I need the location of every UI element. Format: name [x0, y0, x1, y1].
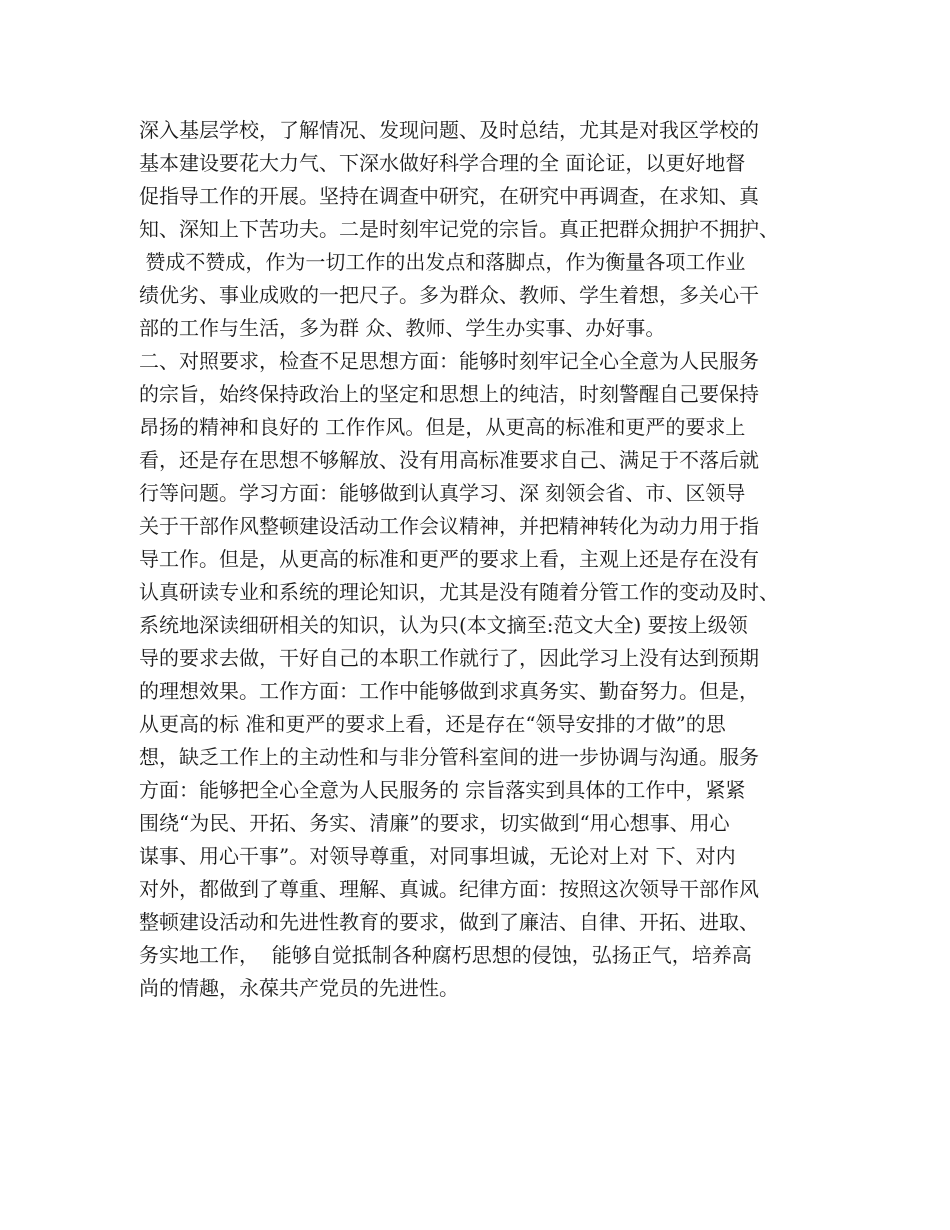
text-line: 知、深知上下苦功夫。二是时刻牢记党的宗旨。真正把群众拥护不拥护、	[139, 217, 779, 241]
text-line: 对外，都做到了尊重、理解、真诚。纪律方面：按照这次领导干部作风	[139, 877, 759, 901]
text-line: 导的要求去做，干好自己的本职工作就行了，因此学习上没有达到预期	[139, 646, 759, 670]
text-line: 谋事、用心干事”。对领导尊重，对同事坦诚，无论对上对 下、对内	[139, 844, 736, 868]
text-line: 围绕“为民、开拓、务实、清廉”的要求，切实做到“用心想事、用心	[139, 811, 730, 835]
text-line: 促指导工作的开展。坚持在调查中研究，在研究中再调查，在求知、真	[139, 184, 759, 208]
text-line: 尚的情趣，永葆共产党员的先进性。	[139, 976, 459, 1000]
text-line: 导工作。但是，从更高的标准和更严的要求上看，主观上还是存在没有	[139, 547, 759, 571]
text-line: 基本建设要花大力气、下深水做好科学合理的全 面论证，以更好地督	[139, 151, 746, 175]
text-line: 深入基层学校，了解情况、发现问题、及时总结，尤其是对我区学校的	[139, 118, 759, 142]
text-line: 部的工作与生活，多为群 众、教师、学生办实事、办好事。	[139, 316, 666, 340]
text-line: 昂扬的精神和良好的 工作作风。但是，从更高的标准和更严的要求上	[139, 415, 746, 439]
text-line: 看，还是存在思想不够解放、没有用高标准要求自己、满足于不落后就	[139, 448, 759, 472]
text-line: 认真研读专业和系统的理论知识，尤其是没有随着分管工作的变动及时、	[139, 580, 779, 604]
text-line: 行等问题。学习方面：能够做到认真学习、深 刻领会省、市、区领导	[139, 481, 746, 505]
text-line: 从更高的标 准和更严的要求上看，还是存在“领导安排的才做”的思	[139, 712, 726, 736]
text-line: 整顿建设活动和先进性教育的要求，做到了廉洁、自律、开拓、进取、	[139, 910, 759, 934]
text-line: 赞成不赞成，作为一切工作的出发点和落脚点，作为衡量各项工作业	[139, 250, 746, 274]
body-text	[139, 114, 839, 1005]
section-heading-line: 二、对照要求，检查不足思想方面：能够时刻牢记全心全意为人民服务	[139, 349, 759, 373]
text-line: 方面：能够把全心全意为人民服务的 宗旨落实到具体的工作中，紧紧	[139, 778, 746, 802]
text-line: 务实地工作， 能够自觉抵制各种腐朽思想的侵蚀，弘扬正气，培养高	[139, 943, 752, 967]
text-line: 绩优劣、事业成败的一把尺子。多为群众、教师、学生着想，多关心干	[139, 283, 759, 307]
text-line: 的理想效果。工作方面：工作中能够做到求真务实、勤奋努力。但是，	[139, 679, 759, 703]
text-line: 的宗旨，始终保持政治上的坚定和思想上的纯洁，时刻警醒自己要保持	[139, 382, 759, 406]
text-line: 想，缺乏工作上的主动性和与非分管科室间的进一步协调与沟通。服务	[139, 745, 759, 769]
text-line: 关于干部作风整顿建设活动工作会议精神，并把精神转化为动力用于指	[139, 514, 759, 538]
text-line: 系统地深读细研相关的知识，认为只(本文摘至:范文大全) 要按上级领	[139, 613, 748, 637]
